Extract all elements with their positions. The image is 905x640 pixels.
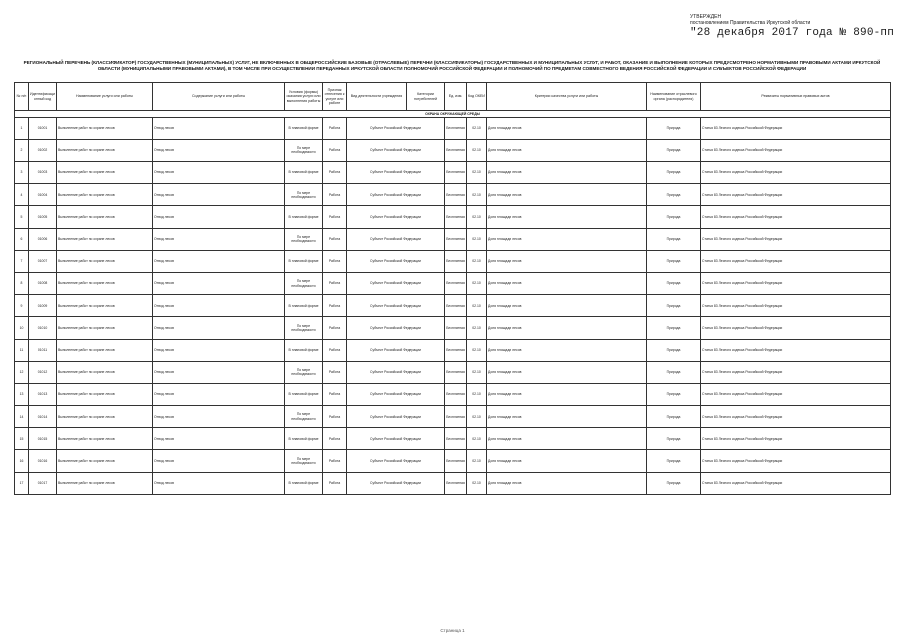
cell-cat: Субъект Российской Федерации: [347, 428, 445, 450]
cell-form: По мере необходимости: [285, 317, 323, 339]
cell-type: Работа: [323, 450, 347, 472]
cell-crit: Доля площади лесов: [487, 250, 647, 272]
cell-org: Природа: [647, 162, 701, 184]
cell-crit: Доля площади лесов: [487, 272, 647, 294]
cell-content: Отвод лесов: [153, 450, 285, 472]
cell-okei: 02.10: [467, 317, 487, 339]
cell-acts: Статья 83 Лесного кодекса Российской Федерации: [701, 228, 891, 250]
cell-code: 01011: [29, 339, 57, 361]
cell-unit: Бесплатная: [445, 162, 467, 184]
cell-unit: Бесплатная: [445, 250, 467, 272]
cell-okei: 02.10: [467, 472, 487, 494]
cell-code: 01001: [29, 117, 57, 139]
cell-form: В плановой форме: [285, 383, 323, 405]
cell-acts: Статья 83 Лесного кодекса Российской Федерации: [701, 162, 891, 184]
header-cell: Идентификационный код: [29, 83, 57, 111]
cell-n: 13: [15, 383, 29, 405]
cell-form: В плановой форме: [285, 250, 323, 272]
cell-unit: Бесплатная: [445, 450, 467, 472]
cell-unit: Бесплатная: [445, 406, 467, 428]
decree-number: "28 декабря 2017 года № 890-пп: [690, 27, 895, 39]
cell-unit: Бесплатная: [445, 272, 467, 294]
cell-okei: 02.10: [467, 250, 487, 272]
cell-acts: Статья 83 Лесного кодекса Российской Федерации: [701, 295, 891, 317]
cell-content: Отвод лесов: [153, 361, 285, 383]
header-cell: Признак отнесения к услуге или работе: [323, 83, 347, 111]
cell-okei: 02.10: [467, 428, 487, 450]
cell-code: 01007: [29, 250, 57, 272]
cell-content: Отвод лесов: [153, 317, 285, 339]
cell-acts: Статья 83 Лесного кодекса Российской Федерации: [701, 472, 891, 494]
cell-type: Работа: [323, 472, 347, 494]
cell-n: 1: [15, 117, 29, 139]
cell-code: 01015: [29, 428, 57, 450]
cell-n: 6: [15, 228, 29, 250]
cell-n: 5: [15, 206, 29, 228]
cell-type: Работа: [323, 295, 347, 317]
cell-okei: 02.10: [467, 206, 487, 228]
cell-unit: Бесплатная: [445, 428, 467, 450]
cell-unit: Бесплатная: [445, 383, 467, 405]
cell-name: Выполнение работ по охране лесов: [57, 450, 153, 472]
cell-code: 01004: [29, 184, 57, 206]
cell-name: Выполнение работ по охране лесов: [57, 272, 153, 294]
cell-crit: Доля площади лесов: [487, 361, 647, 383]
table-row: [15, 228, 891, 250]
cell-name: Выполнение работ по охране лесов: [57, 361, 153, 383]
cell-content: Отвод лесов: [153, 383, 285, 405]
registry-table: [14, 82, 891, 495]
cell-n: 10: [15, 317, 29, 339]
cell-okei: 02.10: [467, 139, 487, 161]
cell-org: Природа: [647, 383, 701, 405]
cell-content: Отвод лесов: [153, 472, 285, 494]
cell-org: Природа: [647, 317, 701, 339]
cell-acts: Статья 83 Лесного кодекса Российской Федерации: [701, 206, 891, 228]
cell-type: Работа: [323, 339, 347, 361]
table-row: [15, 317, 891, 339]
cell-acts: Статья 83 Лесного кодекса Российской Федерации: [701, 184, 891, 206]
cell-org: Природа: [647, 272, 701, 294]
table-row: [15, 162, 891, 184]
cell-code: 01017: [29, 472, 57, 494]
cell-type: Работа: [323, 250, 347, 272]
cell-form: По мере необходимости: [285, 450, 323, 472]
section-heading: ОХРАНА ОКРУЖАЮЩЕЙ СРЕДЫ: [15, 111, 891, 117]
cell-form: В плановой форме: [285, 206, 323, 228]
cell-cat: Субъект Российской Федерации: [347, 450, 445, 472]
cell-type: Работа: [323, 117, 347, 139]
cell-content: Отвод лесов: [153, 206, 285, 228]
cell-okei: 02.10: [467, 272, 487, 294]
cell-cat: Субъект Российской Федерации: [347, 250, 445, 272]
cell-type: Работа: [323, 139, 347, 161]
header-cell: № п/п: [15, 83, 29, 111]
cell-type: Работа: [323, 206, 347, 228]
cell-acts: Статья 83 Лесного кодекса Российской Федерации: [701, 272, 891, 294]
cell-content: Отвод лесов: [153, 295, 285, 317]
cell-org: Природа: [647, 339, 701, 361]
cell-type: Работа: [323, 383, 347, 405]
cell-cat: Субъект Российской Федерации: [347, 361, 445, 383]
cell-cat: Субъект Российской Федерации: [347, 117, 445, 139]
cell-form: По мере необходимости: [285, 406, 323, 428]
cell-okei: 02.10: [467, 184, 487, 206]
cell-n: 14: [15, 406, 29, 428]
cell-okei: 02.10: [467, 295, 487, 317]
cell-acts: Статья 83 Лесного кодекса Российской Федерации: [701, 428, 891, 450]
cell-form: По мере необходимости: [285, 184, 323, 206]
cell-unit: Бесплатная: [445, 117, 467, 139]
cell-unit: Бесплатная: [445, 139, 467, 161]
header-cell: Категории потребителей: [407, 83, 445, 111]
cell-name: Выполнение работ по охране лесов: [57, 406, 153, 428]
cell-cat: Субъект Российской Федерации: [347, 272, 445, 294]
cell-n: 9: [15, 295, 29, 317]
cell-acts: Статья 83 Лесного кодекса Российской Федерации: [701, 361, 891, 383]
cell-acts: Статья 83 Лесного кодекса Российской Федерации: [701, 139, 891, 161]
cell-n: 7: [15, 250, 29, 272]
cell-type: Работа: [323, 228, 347, 250]
table-row: [15, 184, 891, 206]
cell-n: 12: [15, 361, 29, 383]
cell-okei: 02.10: [467, 228, 487, 250]
cell-okei: 02.10: [467, 117, 487, 139]
header-cell: Код ОКЕИ: [467, 83, 487, 111]
cell-code: 01012: [29, 361, 57, 383]
cell-code: 01002: [29, 139, 57, 161]
table-row: [15, 361, 891, 383]
cell-code: 01016: [29, 450, 57, 472]
cell-crit: Доля площади лесов: [487, 428, 647, 450]
cell-form: В плановой форме: [285, 428, 323, 450]
table-row: [15, 339, 891, 361]
cell-content: Отвод лесов: [153, 162, 285, 184]
cell-org: Природа: [647, 139, 701, 161]
cell-form: В плановой форме: [285, 295, 323, 317]
cell-acts: Статья 83 Лесного кодекса Российской Федерации: [701, 339, 891, 361]
cell-cat: Субъект Российской Федерации: [347, 139, 445, 161]
header-cell: Вид деятельности учреждения: [347, 83, 407, 111]
table-row: [15, 272, 891, 294]
cell-name: Выполнение работ по охране лесов: [57, 428, 153, 450]
header-cell: Наименование услуги или работы: [57, 83, 153, 111]
cell-org: Природа: [647, 472, 701, 494]
table-row: [15, 406, 891, 428]
table-row: [15, 383, 891, 405]
cell-name: Выполнение работ по охране лесов: [57, 117, 153, 139]
approval-line-2: постановлением Правительства Иркутской области: [690, 20, 811, 26]
cell-content: Отвод лесов: [153, 228, 285, 250]
cell-name: Выполнение работ по охране лесов: [57, 317, 153, 339]
cell-acts: Статья 83 Лесного кодекса Российской Федерации: [701, 317, 891, 339]
table-row: [15, 206, 891, 228]
cell-content: Отвод лесов: [153, 406, 285, 428]
cell-unit: Бесплатная: [445, 472, 467, 494]
table-row: [15, 139, 891, 161]
cell-cat: Субъект Российской Федерации: [347, 339, 445, 361]
cell-unit: Бесплатная: [445, 361, 467, 383]
cell-name: Выполнение работ по охране лесов: [57, 472, 153, 494]
cell-unit: Бесплатная: [445, 339, 467, 361]
cell-name: Выполнение работ по охране лесов: [57, 206, 153, 228]
cell-content: Отвод лесов: [153, 272, 285, 294]
cell-crit: Доля площади лесов: [487, 228, 647, 250]
table-row: [15, 117, 891, 139]
cell-org: Природа: [647, 428, 701, 450]
cell-n: 2: [15, 139, 29, 161]
document-title: РЕГИОНАЛЬНЫЙ ПЕРЕЧЕНЬ (КЛАССИФИКАТОР) ГОСУДАРСТВЕННЫХ (МУНИЦИПАЛЬНЫХ) УСЛУГ, НЕ ВКЛЮЧЕННЫХ В ОБЩЕРОССИЙСКИЕ БАЗОВЫЕ (ОТРАСЛЕВЫЕ) ПЕРЕЧНИ (КЛАССИФИКАТОРЫ) ГОСУДАРСТВЕННЫХ И МУНИЦИПАЛЬНЫХ УСЛУГ, И РАБОТ, ОКАЗАНИЕ И ВЫПОЛНЕНИЕ КОТОРЫХ ПРЕДУСМОТРЕНО НОРМАТИВНЫМИ ПРАВОВЫМИ АКТАМИ ИРКУТСКОЙ ОБЛАСТИ (МУНИЦИПАЛЬНЫМИ ПРАВОВЫМИ АКТАМИ), В ТОМ ЧИСЛЕ ПРИ ОСУЩЕСТВЛЕНИИ ПЕРЕДАННЫХ ИРКУТСКОЙ ОБЛАСТИ ПОЛНОМОЧИЙ РОССИЙСКОЙ ФЕДЕРАЦИИ И ПОЛНОМОЧИЙ ПО ПРЕДМЕТАМ СОВМЕСТНОГО ВЕДЕНИЯ РОССИЙСКОЙ ФЕДЕРАЦИИ И СУБЪЕКТОВ РОССИЙСКОЙ ФЕДЕРАЦИИ: [23, 60, 881, 71]
cell-crit: Доля площади лесов: [487, 317, 647, 339]
cell-name: Выполнение работ по охране лесов: [57, 184, 153, 206]
cell-unit: Бесплатная: [445, 228, 467, 250]
cell-crit: Доля площади лесов: [487, 139, 647, 161]
cell-type: Работа: [323, 361, 347, 383]
cell-org: Природа: [647, 206, 701, 228]
cell-type: Работа: [323, 184, 347, 206]
cell-name: Выполнение работ по охране лесов: [57, 228, 153, 250]
cell-form: По мере необходимости: [285, 139, 323, 161]
cell-unit: Бесплатная: [445, 295, 467, 317]
cell-acts: Статья 83 Лесного кодекса Российской Федерации: [701, 383, 891, 405]
cell-crit: Доля площади лесов: [487, 383, 647, 405]
table-row: [15, 295, 891, 317]
cell-form: По мере необходимости: [285, 228, 323, 250]
cell-okei: 02.10: [467, 162, 487, 184]
cell-form: В плановой форме: [285, 117, 323, 139]
header-cell: Наименование отраслевого органа (распорядителя): [647, 83, 701, 111]
cell-cat: Субъект Российской Федерации: [347, 383, 445, 405]
table-row: [15, 472, 891, 494]
cell-form: В плановой форме: [285, 339, 323, 361]
header-cell: Условия (формы) оказания услуги или выполнения работы: [285, 83, 323, 111]
cell-n: 11: [15, 339, 29, 361]
cell-name: Выполнение работ по охране лесов: [57, 339, 153, 361]
cell-okei: 02.10: [467, 450, 487, 472]
cell-crit: Доля площади лесов: [487, 162, 647, 184]
page-footer: Страница 1: [440, 628, 465, 633]
cell-name: Выполнение работ по охране лесов: [57, 295, 153, 317]
table-row: [15, 428, 891, 450]
cell-code: 01013: [29, 383, 57, 405]
cell-form: В плановой форме: [285, 472, 323, 494]
cell-acts: Статья 83 Лесного кодекса Российской Федерации: [701, 250, 891, 272]
cell-name: Выполнение работ по охране лесов: [57, 250, 153, 272]
cell-type: Работа: [323, 428, 347, 450]
cell-acts: Статья 83 Лесного кодекса Российской Федерации: [701, 117, 891, 139]
cell-okei: 02.10: [467, 383, 487, 405]
cell-code: 01009: [29, 295, 57, 317]
cell-code: 01003: [29, 162, 57, 184]
approval-stamp: [690, 14, 895, 40]
cell-org: Природа: [647, 361, 701, 383]
cell-org: Природа: [647, 295, 701, 317]
cell-form: По мере необходимости: [285, 361, 323, 383]
cell-form: В плановой форме: [285, 162, 323, 184]
cell-okei: 02.10: [467, 406, 487, 428]
cell-type: Работа: [323, 317, 347, 339]
cell-acts: Статья 83 Лесного кодекса Российской Федерации: [701, 450, 891, 472]
cell-content: Отвод лесов: [153, 117, 285, 139]
cell-code: 01005: [29, 206, 57, 228]
cell-cat: Субъект Российской Федерации: [347, 228, 445, 250]
cell-content: Отвод лесов: [153, 139, 285, 161]
table-header-row: [15, 83, 891, 111]
cell-crit: Доля площади лесов: [487, 339, 647, 361]
cell-name: Выполнение работ по охране лесов: [57, 139, 153, 161]
cell-cat: Субъект Российской Федерации: [347, 206, 445, 228]
cell-crit: Доля площади лесов: [487, 295, 647, 317]
cell-org: Природа: [647, 406, 701, 428]
cell-name: Выполнение работ по охране лесов: [57, 162, 153, 184]
cell-cat: Субъект Российской Федерации: [347, 472, 445, 494]
cell-crit: Доля площади лесов: [487, 184, 647, 206]
cell-code: 01006: [29, 228, 57, 250]
cell-org: Природа: [647, 184, 701, 206]
table-row: [15, 450, 891, 472]
cell-crit: Доля площади лесов: [487, 472, 647, 494]
cell-org: Природа: [647, 450, 701, 472]
cell-cat: Субъект Российской Федерации: [347, 295, 445, 317]
approval-line-1: УТВЕРЖДЕН: [690, 14, 722, 20]
cell-unit: Бесплатная: [445, 206, 467, 228]
cell-n: 15: [15, 428, 29, 450]
cell-n: 17: [15, 472, 29, 494]
cell-crit: Доля площади лесов: [487, 450, 647, 472]
cell-org: Природа: [647, 250, 701, 272]
cell-content: Отвод лесов: [153, 184, 285, 206]
cell-code: 01010: [29, 317, 57, 339]
cell-okei: 02.10: [467, 361, 487, 383]
cell-crit: Доля площади лесов: [487, 406, 647, 428]
cell-content: Отвод лесов: [153, 339, 285, 361]
header-cell: Ед. изм.: [445, 83, 467, 111]
cell-crit: Доля площади лесов: [487, 206, 647, 228]
cell-type: Работа: [323, 162, 347, 184]
cell-n: 8: [15, 272, 29, 294]
cell-cat: Субъект Российской Федерации: [347, 406, 445, 428]
cell-code: 01014: [29, 406, 57, 428]
cell-code: 01008: [29, 272, 57, 294]
cell-cat: Субъект Российской Федерации: [347, 317, 445, 339]
header-cell: Содержание услуги или работы: [153, 83, 285, 111]
cell-content: Отвод лесов: [153, 250, 285, 272]
cell-n: 16: [15, 450, 29, 472]
cell-type: Работа: [323, 406, 347, 428]
cell-org: Природа: [647, 228, 701, 250]
table-row: [15, 250, 891, 272]
cell-unit: Бесплатная: [445, 317, 467, 339]
cell-type: Работа: [323, 272, 347, 294]
header-cell: Реквизиты нормативных правовых актов: [701, 83, 891, 111]
cell-content: Отвод лесов: [153, 428, 285, 450]
cell-n: 3: [15, 162, 29, 184]
cell-org: Природа: [647, 117, 701, 139]
cell-unit: Бесплатная: [445, 184, 467, 206]
cell-cat: Субъект Российской Федерации: [347, 162, 445, 184]
cell-crit: Доля площади лесов: [487, 117, 647, 139]
cell-n: 4: [15, 184, 29, 206]
header-cell: Критерии качества услуги или работы: [487, 83, 647, 111]
cell-cat: Субъект Российской Федерации: [347, 184, 445, 206]
cell-okei: 02.10: [467, 339, 487, 361]
cell-name: Выполнение работ по охране лесов: [57, 383, 153, 405]
cell-acts: Статья 83 Лесного кодекса Российской Федерации: [701, 406, 891, 428]
cell-form: По мере необходимости: [285, 272, 323, 294]
